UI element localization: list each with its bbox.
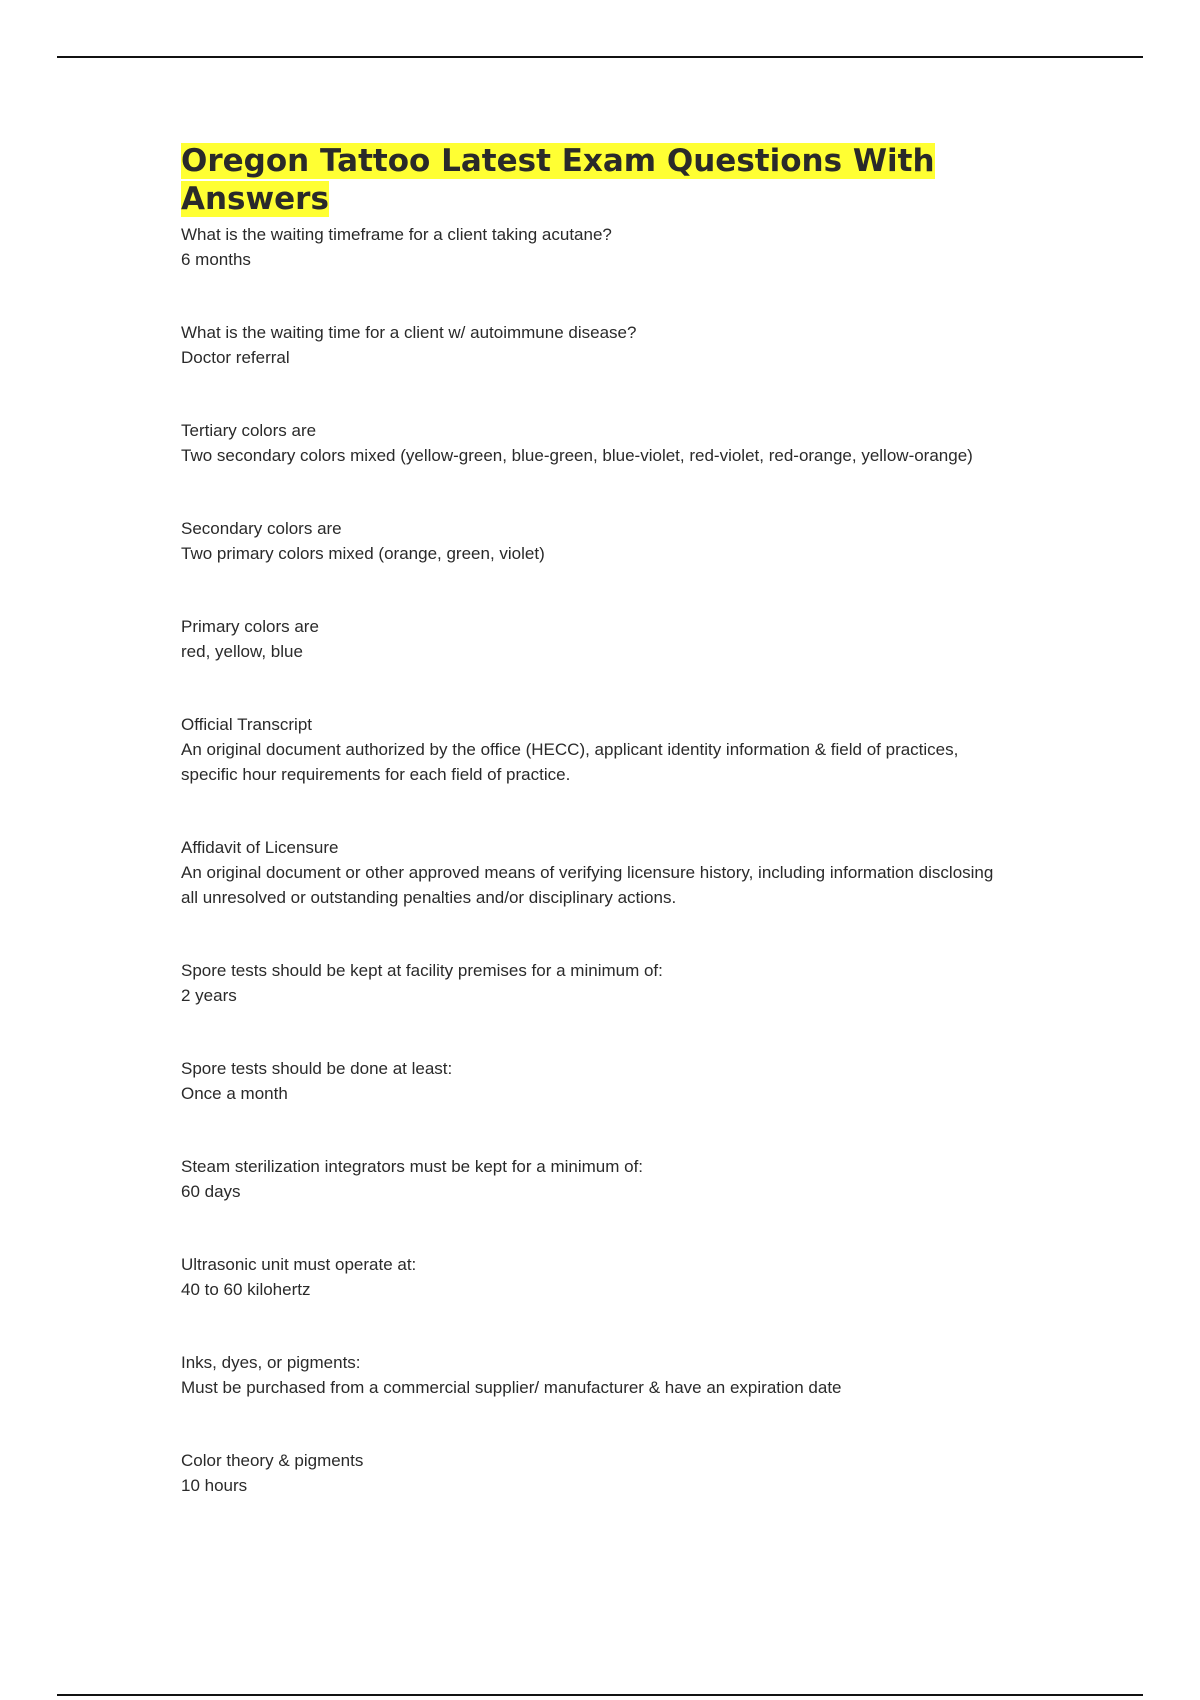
qa-item [181,1056,1011,1106]
qa-item [181,1350,1011,1400]
header-rule [57,56,1143,58]
qa-item [181,1252,1011,1302]
answer-text: Doctor referral [181,348,290,367]
answer-text: Two secondary colors mixed (yellow-green, blue-green, blue-violet, red-violet, red-orange, yellow-orange) [181,446,973,465]
answer-text: 6 months [181,250,251,269]
qa-item [181,1448,1011,1498]
question-text: What is the waiting timeframe for a client taking acutane? [181,225,612,244]
question-text: What is the waiting time for a client w/ autoimmune disease? [181,323,637,342]
answer-text: 10 hours [181,1476,248,1495]
answer-text: 2 years [181,986,237,1005]
qa-item [181,418,1011,468]
question-text: Steam sterilization integrators must be kept for a minimum of: [181,1157,644,1176]
highlighted-title-text: Oregon Tattoo Latest Exam Questions With Answers [181,143,935,217]
qa-item [181,958,1011,1008]
answer-text: 60 days [181,1182,241,1201]
question-text: Primary colors are [181,617,319,636]
question-text: Official Transcript [181,715,313,734]
qa-item [181,320,1011,370]
answer-text: Once a month [181,1084,288,1103]
answer-text: Must be purchased from a commercial supplier/ manufacturer & have an expiration date [181,1378,842,1397]
answer-text: An original document or other approved means of verifying licensure history, including information disclosing all unresolved or outstanding penalties and/or disciplinary actions. [181,863,994,907]
qa-item [181,1154,1011,1204]
document-title [181,142,1011,218]
qa-item [181,614,1011,664]
qa-list [181,222,1011,1498]
qa-item [181,835,1011,910]
question-text: Ultrasonic unit must operate at: [181,1255,417,1274]
question-text: Secondary colors are [181,519,342,538]
answer-text: Two primary colors mixed (orange, green, violet) [181,544,545,563]
document-body [181,142,1011,1546]
qa-item [181,516,1011,566]
question-text: Spore tests should be done at least: [181,1059,453,1078]
question-text: Spore tests should be kept at facility premises for a minimum of: [181,961,663,980]
question-text: Affidavit of Licensure [181,838,339,857]
question-text: Tertiary colors are [181,421,317,440]
answer-text: red, yellow, blue [181,642,303,661]
answer-text: An original document authorized by the office (HECC), applicant identity information & field of practices, specific hour requirements for each field of practice. [181,740,959,784]
answer-text: 40 to 60 kilohertz [181,1280,311,1299]
qa-item [181,222,1011,272]
qa-item [181,712,1011,787]
question-text: Inks, dyes, or pigments: [181,1353,361,1372]
footer-rule [57,1694,1143,1696]
question-text: Color theory & pigments [181,1451,364,1470]
